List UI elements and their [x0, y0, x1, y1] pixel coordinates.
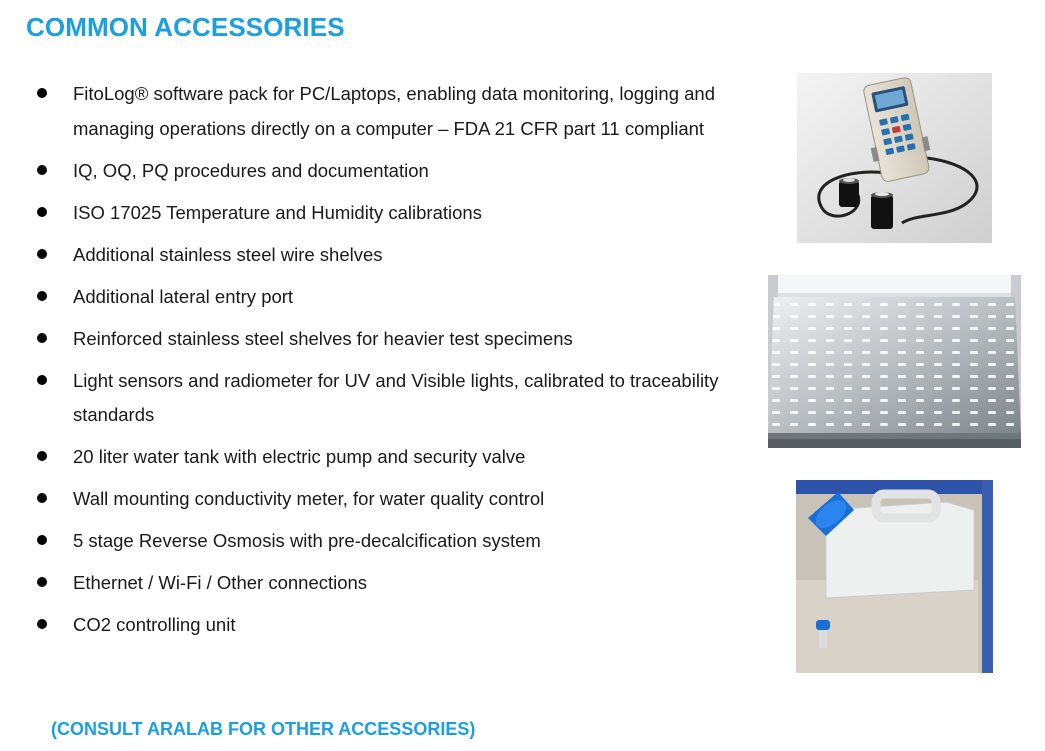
- list-item: [0, 322, 740, 357]
- list-item: [0, 440, 740, 475]
- list-item-text: 20 liter water tank with electric pump and security valve: [73, 446, 526, 467]
- list-item-text: CO2 controlling unit: [73, 614, 236, 635]
- list-item: [0, 608, 740, 643]
- list-item-text: IQ, OQ, PQ procedures and documentation: [73, 159, 429, 181]
- list-item-text: Reinforced stainless steel shelves for heavier test specimens: [73, 327, 573, 349]
- list-item-text: FitoLog® software pack for PC/Laptops, enabling data monitoring, logging and managing operations directly on a computer – FDA 21 CFR part 11 compliant: [73, 83, 715, 139]
- footer-note: (CONSULT ARALAB FOR OTHER ACCESSORIES): [51, 719, 476, 739]
- list-item-text: 5 stage Reverse Osmosis with pre-decalcification system: [73, 530, 541, 551]
- list-item: [0, 524, 740, 559]
- list-item-text: Additional lateral entry port: [73, 285, 294, 307]
- bullet-icon: [37, 493, 47, 503]
- bullet-icon: [37, 619, 47, 629]
- list-item: [0, 280, 740, 315]
- bullet-icon: [37, 249, 47, 259]
- list-item: [0, 364, 740, 433]
- list-item: [0, 238, 740, 273]
- bullet-icon: [37, 577, 47, 587]
- water-tank-photo: [796, 480, 993, 673]
- list-item: [0, 196, 740, 231]
- page-title: COMMON ACCESSORIES: [26, 12, 345, 42]
- bullet-icon: [37, 375, 47, 385]
- list-item-text: Wall mounting conductivity meter, for water quality control: [73, 488, 545, 509]
- stainless-shelf-photo: [768, 275, 1021, 448]
- list-item-text: Light sensors and radiometer for UV and Visible lights, calibrated to traceability standards: [73, 369, 719, 425]
- bullet-icon: [37, 88, 47, 98]
- list-item-text: Ethernet / Wi-Fi / Other connections: [73, 572, 368, 593]
- list-item: [0, 77, 740, 146]
- bullet-icon: [37, 207, 47, 217]
- accessories-list: [0, 77, 740, 650]
- bullet-icon: [37, 451, 47, 461]
- bullet-icon: [37, 535, 47, 545]
- list-item: [0, 566, 740, 601]
- list-item: [0, 482, 740, 517]
- datalogger-photo: [797, 73, 992, 243]
- list-item: [0, 154, 740, 189]
- bullet-icon: [37, 165, 47, 175]
- list-item-text: ISO 17025 Temperature and Humidity calibrations: [73, 201, 482, 223]
- list-item-text: Additional stainless steel wire shelves: [73, 243, 383, 265]
- bullet-icon: [37, 333, 47, 343]
- bullet-icon: [37, 291, 47, 301]
